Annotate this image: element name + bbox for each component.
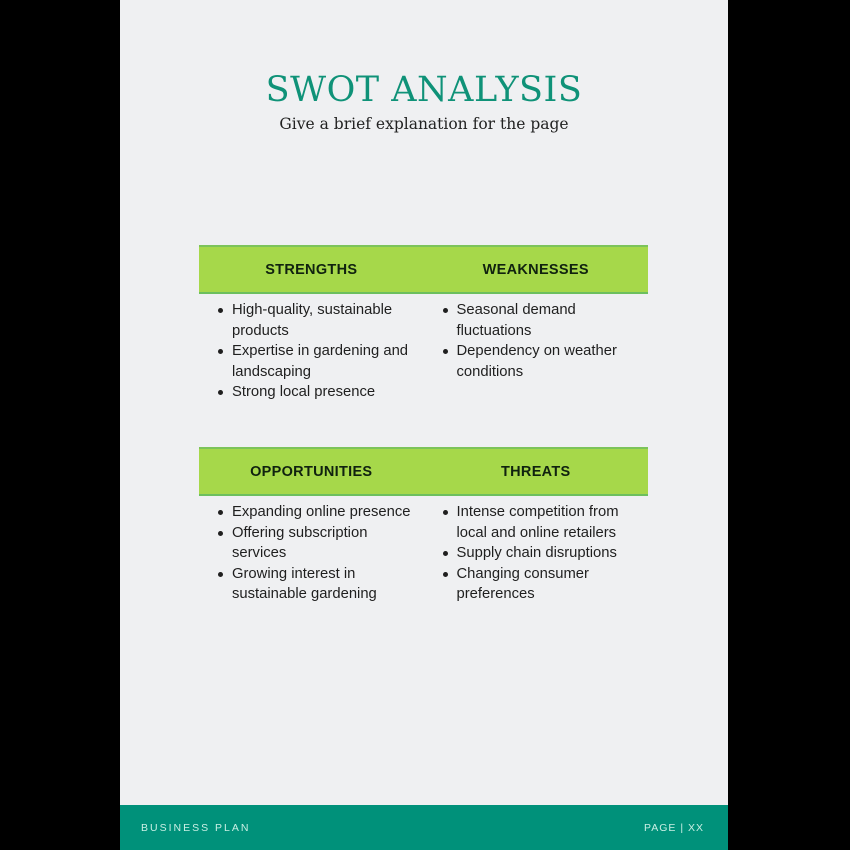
list-item: Dependency on weather conditions — [436, 341, 641, 382]
list-item: Expanding online presence — [211, 502, 416, 523]
bullet-icon — [443, 308, 448, 313]
bullet-icon — [218, 390, 223, 395]
list-item: Changing consumer preferences — [436, 564, 641, 605]
threats-heading: THREATS — [501, 463, 571, 480]
bullet-icon — [218, 510, 223, 515]
page-footer — [120, 805, 728, 850]
footer-document-label: BUSINESS PLAN — [141, 821, 251, 834]
document-page — [120, 0, 728, 850]
list-item: High-quality, sustainable products — [211, 300, 416, 341]
list-item: Seasonal demand fluctuations — [436, 300, 641, 341]
list-item: Growing interest in sustainable gardening — [211, 564, 416, 605]
list-item: Expertise in gardening and landscaping — [211, 341, 416, 382]
weaknesses-list — [436, 300, 641, 382]
list-item: Supply chain disruptions — [436, 543, 641, 564]
footer-page-number: PAGE | XX — [644, 821, 704, 834]
weaknesses-column — [424, 300, 649, 403]
weaknesses-heading: WEAKNESSES — [482, 261, 589, 278]
swot-strengths-weaknesses — [199, 245, 648, 403]
page-subtitle: Give a brief explanation for the page — [279, 115, 569, 133]
list-item: Strong local presence — [211, 382, 416, 403]
bullet-icon — [218, 349, 223, 354]
page-title: SWOT ANALYSIS — [265, 70, 583, 110]
strengths-column — [199, 300, 424, 403]
bullet-icon — [443, 572, 448, 577]
opportunities-column — [199, 502, 424, 605]
bullet-icon — [443, 349, 448, 354]
threats-list — [436, 502, 641, 605]
bullet-icon — [218, 531, 223, 536]
swot-header-bar — [199, 245, 648, 294]
bullet-icon — [443, 551, 448, 556]
opportunities-heading: OPPORTUNITIES — [250, 463, 373, 480]
swot-opportunities-threats — [199, 447, 648, 605]
bullet-icon — [218, 308, 223, 313]
strengths-list — [211, 300, 416, 403]
opportunities-list — [211, 502, 416, 605]
threats-column — [424, 502, 649, 605]
strengths-heading: STRENGTHS — [265, 261, 358, 278]
list-item: Offering subscription services — [211, 523, 416, 564]
bullet-icon — [218, 572, 223, 577]
bullet-icon — [443, 510, 448, 515]
swot-header-bar — [199, 447, 648, 496]
list-item: Intense competition from local and online retailers — [436, 502, 641, 543]
